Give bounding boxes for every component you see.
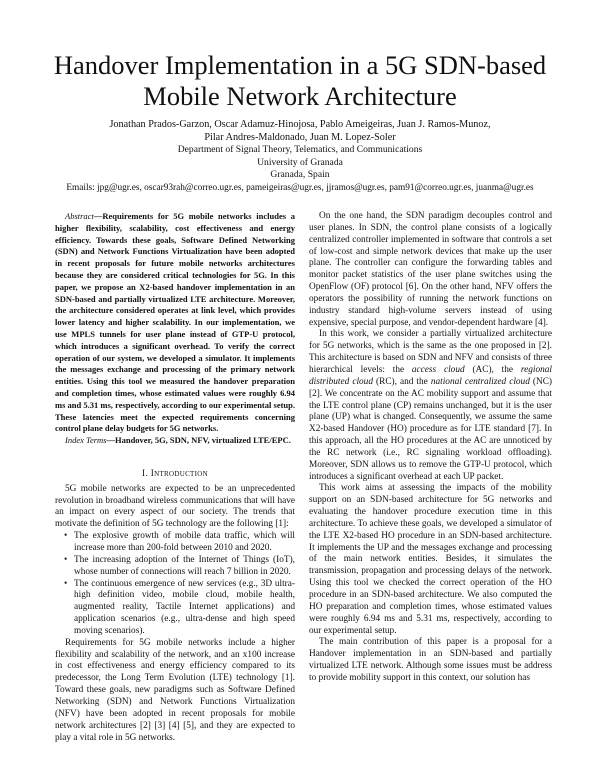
paragraph: On the one hand, the SDN paradigm decouples control and user planes. In SDN, the control plane consists of a logically centralized controller implemented in software that controls a set of low-cost and simple network devices that make up the user plane. The controller can configure the forwarding tables and monitor packet statistics of the user plane switches using the OpenFlow (OF) protocol [6]. On the other hand, NFV offers the operators the possibility of running the network functions on industry standard high-volume servers instead of using expensive, special purpose, and vendor-dependent hardware [4]. (309, 211, 552, 328)
department: Department of Signal Theory, Telematics, and Communications (177, 144, 423, 155)
title-line-1: Handover Implementation in a 5G SDN-based (53, 50, 547, 80)
term-regional-cloud: regional distributed cloud (309, 364, 553, 387)
abstract-text: —Requirements for 5G mobile networks includes a higher flexibility, scalability, cost effectiveness and energy efficiency. Towards these goals, Software Defined Networking (SDN) and Network Functions Virtualization have been adopted in recent proposals for future mobile networks architectures because they are considered critical technologies for 5G. In this paper, we propose an X2-based handover implementation in an SDN-based and partially virtualized LTE architecture. Moreover, the architecture considered operates at link level, which provides lower latency and higher scalability. In our implementation, we use MPLS tunnels for user plane instead of GTP-U protocol, which introduces a significant overhead. To verify the correct operation of our system, we developed a simulator. It implements the messages exchange and processing of the primary network entities. Using this tool we measured the handover preparation and completion times, whose estimated values were roughly 6.94 ms and 5.31 ms, respectively, according to our experimental setup. These latencies meet the expected requirements concerning control plane delay budgets for 5G networks. (55, 211, 295, 434)
text-span: (RC), and the (372, 376, 431, 387)
index-terms-label: Index Terms (65, 435, 107, 446)
paragraph: The main contribution of this paper is a proposal for a Handover implementation in an SDN-based and partially virtualized LTE network. Although some issues must be address to provide mobility support in this context, our solution has (309, 637, 552, 683)
abstract (55, 211, 295, 435)
list-item: • The explosive growth of mobile data traffic, which will increase more than 200-fold between 2010 and 2020. (74, 531, 295, 555)
university: University of Granada (257, 156, 343, 168)
text-span: (AC), the (464, 364, 521, 375)
paragraph: 5G mobile networks are expected to be an unprecedented revolution in broadband wireless communications that will have an impact on every aspect of our society. The trends that motivate the definition of 5G technology are the following [1]: (55, 483, 295, 530)
paragraph: Requirements for 5G mobile networks include a higher flexibility and scalability of the network, and an x100 increase in cost effectiveness and energy efficiency compared to its predecessor, the Long Term Evolution (LTE) technology [1]. Toward these goals, new paradigms such as Software Defined Networking (SDN) and Network Functions Virtualization (NFV) have been adopted in recent proposals for mobile network architectures [2] [3] [4] [5], and they are expected to play a vital role in 5G networks. (55, 637, 295, 743)
index-terms-text: —Handover, 5G, SDN, NFV, virtualized LTE/EPC. (106, 435, 291, 446)
authors-line-2: Pilar Andres-Maldonado, Juan M. Lopez-Soler (204, 131, 396, 143)
section-number: I. (142, 468, 149, 479)
title-line-2: Mobile Network Architecture (143, 81, 457, 111)
term-access-cloud: access cloud (411, 364, 465, 375)
paper-title (0, 50, 600, 112)
text-span: In this work, we consider a partially virtualized architecture for 5G networks, which is the same as the one proposed in [2]. This architecture is based on SDN and NFV and consists of three hierarchical levels: the (309, 329, 552, 375)
left-column (55, 211, 295, 744)
paragraph (309, 329, 552, 483)
author-list (0, 119, 600, 144)
bullet-list (55, 531, 295, 638)
term-national-cloud: national centralized cloud (430, 376, 530, 387)
abstract-label: Abstract (65, 211, 94, 221)
section-heading (55, 469, 295, 481)
list-item: • The continuous emergence of new services (e.g., 3D ultra-high definition video, mobile cloud, mobile health, augmented reality, Tactile Internet applications) and application scenarios (e.g., ultra-dense and high speed moving scenarios). (74, 579, 295, 638)
section-title: Introduction (150, 468, 208, 479)
paragraph: This work aims at assessing the impacts of the mobility support on an SDN-based architecture for 5G networks and evaluating the handover procedure execution time in this architecture. To achieve these goals, we developed a simulator of the LTE X2-based HO procedure in an SDN-based architecture. It implements the UP and the messages exchange and processing of the main network entities. Besides, it simulates the transmission, propagation and processing delays of the network. Using this tool we checked the correct operation of the HO procedure in an SDN-based architecture. We also computed the HO preparation and completion times, whose estimated values were roughly 6.94 ms and 5.31 ms, respectively, according to our experimental setup. (309, 483, 552, 636)
affiliation (0, 144, 600, 182)
text-span: (NC) [2]. We concentrate on the AC mobility support and assume that the LTE control plane (CP) remains unchanged, but it is the user plane (UP) what is changed. Consequently, we assume the same X2-based Handover (HO) procedure as for LTE standard [7]. In this approach, all the HO procedures at the AC are unnoticed by the RC network (i.e., RC signaling workload offloading). Moreover, SDN allows us to remove the GTP-U protocol, which introduces a significant overhead at each UP packet. (309, 376, 552, 482)
list-item: • The increasing adoption of the Internet of Things (IoT), whose number of connections will reach 7 billion in 2020. (74, 555, 295, 579)
emails: Emails: jpg@ugr.es, oscar93rah@correo.ugr.es, pameigeiras@ugr.es, jjramos@ugr.es, pam91@correo.ugr.es, juanma@ugr.es (66, 183, 534, 193)
index-terms (55, 435, 295, 447)
authors-line-1: Jonathan Prados-Garzon, Oscar Adamuz-Hinojosa, Pablo Ameigeiras, Juan J. Ramos-Munoz, (109, 119, 491, 130)
right-column (309, 211, 552, 685)
location: Granada, Spain (270, 169, 330, 180)
